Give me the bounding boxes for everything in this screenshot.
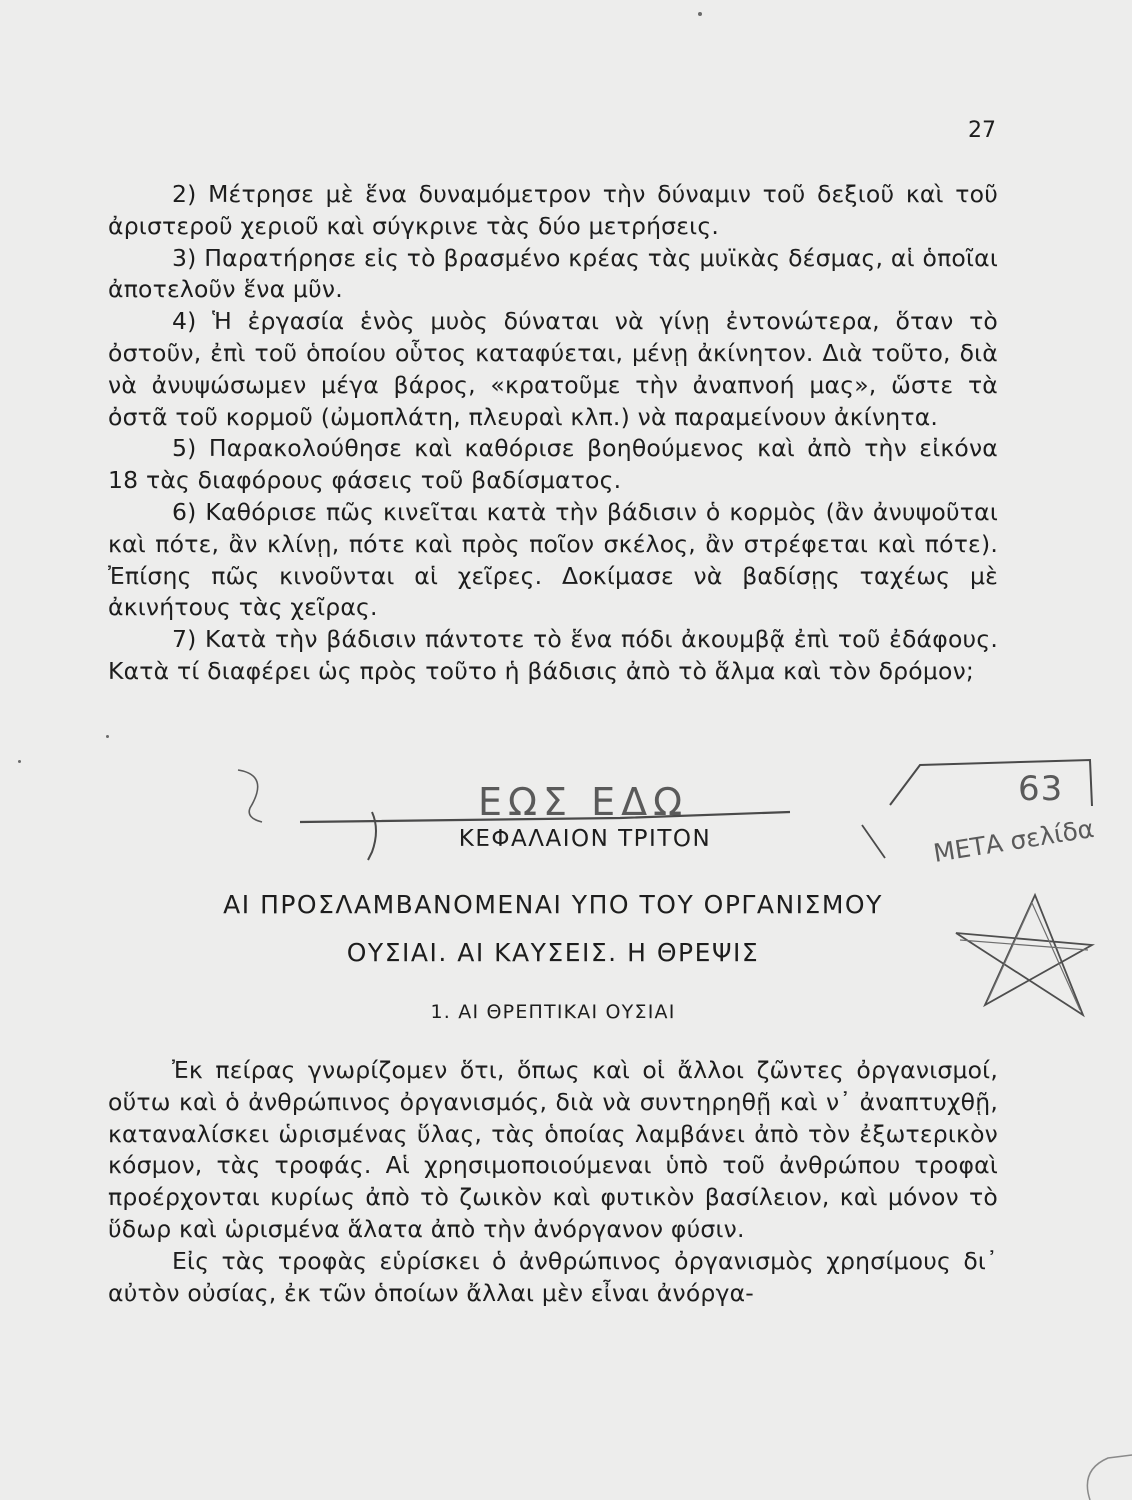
pencil-stroke <box>238 770 262 822</box>
page-number: 27 <box>968 118 996 143</box>
main-title-line-1: ΑΙ ΠΡΟΣΛΑΜΒΑΝΟΜΕΝΑΙ ΥΠΟ ΤΟΥ ΟΡΓΑΝΙΣΜΟΥ <box>223 890 883 919</box>
main-title-line-2: ΟΥΣΙΑΙ. ΑΙ ΚΑΥΣΕΙΣ. Η ΘΡΕΨΙΣ <box>346 938 760 967</box>
exercise-item: 6) Καθόρισε πῶς κινεῖται κατὰ τὴν βάδισιν ὁ κορμὸς (ἂν ἀνυψοῦται καὶ πότε, ἂν κλίνῃ, πότε καὶ πρὸς ποῖον σκέλος, ἂν στρέφεται καὶ πότε). Ἐπίσης πῶς κινοῦνται αἱ χεῖρες. Δοκίμασε νὰ βαδίσῃς ταχέως μὲ ἀκινήτους τὰς χεῖρας. <box>108 497 998 622</box>
section-title: 1. ΑΙ ΘΡΕΠΤΙΚΑΙ ΟΥΣΙΑΙ <box>430 1001 676 1023</box>
body-paragraph: Εἰς τὰς τροφὰς εὑρίσκει ὁ ἀνθρώπινος ὀργανισμὸς χρησίμους δι᾽ αὐτὸν οὐσίας, ἐκ τῶν ὁποίων ἄλλαι μὲν εἶναι ἀνόργα- <box>108 1246 998 1307</box>
body-text <box>108 1055 998 1309</box>
exercise-list <box>108 179 998 688</box>
pencil-line <box>300 812 790 822</box>
pencil-box <box>890 760 1092 806</box>
exercise-item: 2) Μέτρησε μὲ ἕνα δυναμόμετρον τὴν δύναμιν τοῦ δεξιοῦ καὶ τοῦ ἀριστεροῦ χεριοῦ καὶ σύγκρινε τὰς δύο μετρήσεις. <box>108 180 998 240</box>
paper-speck <box>106 735 109 738</box>
handwritten-page-ref: 63 <box>1018 769 1064 809</box>
chapter-title: ΚΕΦΑΛΑΙΟΝ ΤΡΙΤΟΝ <box>458 826 712 852</box>
exercise-item: 3) Παρατήρησε εἰς τὸ βρασμένο κρέας τὰς μυϊκὰς δέσμας, αἱ ὁποῖαι ἀποτελοῦν ἕνα μῦν. <box>108 243 998 304</box>
exercise-item: 5) Παρακολούθησε καὶ καθόρισε βοηθούμενος καὶ ἀπὸ τὴν εἰκόνα 18 τὰς διαφόρους φάσεις τοῦ βαδίσματος. <box>108 434 998 495</box>
paper-speck <box>18 760 21 763</box>
exercise-item: 7) Κατὰ τὴν βάδισιν πάντοτε τὸ ἕνα πόδι ἀκουμβᾷ ἐπὶ τοῦ ἐδάφους. Κατὰ τί διαφέρει ὡς πρὸς τοῦτο ἡ βάδισις ἀπὸ τὸ ἅλμα καὶ τὸν δρόμον; <box>108 625 998 685</box>
handwritten-until-here: ΕΩΣ ΕΔΩ <box>478 780 689 824</box>
handwritten-next-page: ΜΕΤΑ σελίδα <box>931 813 1097 868</box>
body-paragraph: Ἐκ πείρας γνωρίζομεν ὅτι, ὅπως καὶ οἱ ἄλλοι ζῶντες ὀργανισμοί, οὕτω καὶ ὁ ἀνθρώπινος ὀργανισμός, διὰ νὰ συντηρηθῇ καὶ ν᾽ ἀναπτυχθῇ, καταναλίσκει ὡρισμένας ὕλας, τὰς ὁποίας λαμβάνει ἀπὸ τὸν ἐξωτερικὸν κόσμον, τὰς τροφάς. Αἱ χρησιμοποιούμεναι ὑπὸ τοῦ ἀνθρώπου τροφαὶ προέρχονται κυρίως ἀπὸ τὸ ζωικὸν καὶ φυτικὸν βασίλειον, καὶ μόνον τὸ ὕδωρ καὶ ὡρισμένα ἅλατα ἀπὸ τὴν ἀνόργανον φύσιν. <box>108 1056 998 1243</box>
exercise-item: 4) Ἡ ἐργασία ἑνὸς μυὸς δύναται νὰ γίνῃ ἐντονώτερα, ὅταν τὸ ὀστοῦν, ἐπὶ τοῦ ὁποίου οὗτος καταφύεται, μένῃ ἀκίνητον. Διὰ τοῦτο, διὰ νὰ ἀνυψώσωμεν μέγα βάρος, «κρατοῦμε τὴν ἀναπνοή μας», ὥστε τὰ ὀστᾶ τοῦ κορμοῦ (ὠμοπλάτη, πλευραὶ κλπ.) νὰ παραμείνουν ἀκίνητα. <box>108 307 998 431</box>
corner-mark <box>1087 1455 1132 1500</box>
paper-speck <box>698 12 702 16</box>
